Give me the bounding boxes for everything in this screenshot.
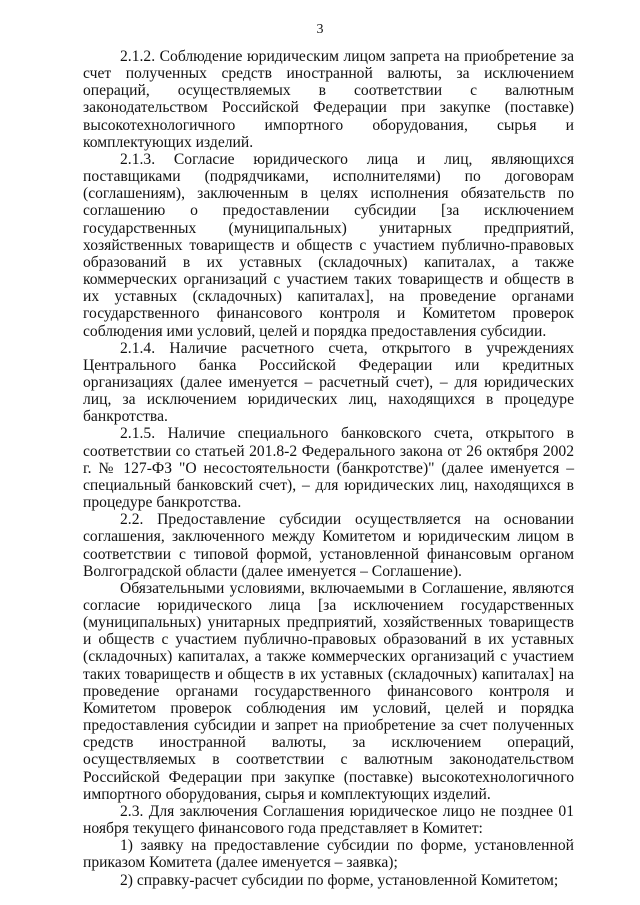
paragraph-2-1-2: 2.1.2. Соблюдение юридическим лицом запрета на приобретение за счет полученных средств иностранной валюты, за исключением операций, осуществляемых в соответствии с валютным законодательством Российской Федерации при закупке (поставке) высокотехнологичного импортного оборудования, сырья и комплектующих изделий. xyxy=(83,48,574,151)
document-body xyxy=(83,48,574,889)
paragraph-2-1-4: 2.1.4. Наличие расчетного счета, открытого в учреждениях Центрального банка Российской Федерации или кредитных организациях (далее именуется – расчетный счет), – для юридических лиц, за исключением юридических лиц, находящихся в процедуре банкротства. xyxy=(83,339,574,426)
list-item-2: 2) справку-расчет субсидии по форме, установленной Комитетом; xyxy=(120,871,559,889)
paragraph-2-2: 2.2. Предоставление субсидии осуществляется на основании соглашения, заключенного между Комитетом и юридическим лицом в соответствии с типовой формой, установленной финансовым органом Волгоградской области (далее именуется – Соглашение). xyxy=(83,511,574,580)
page-number: 3 xyxy=(316,22,324,37)
paragraph-2-1-3: 2.1.3. Согласие юридического лица и лиц, являющихся поставщиками (подрядчиками, исполнителями) по договорам (соглашениям), заключенным в целях исполнения обязательств по соглашению о предоставлении субсидии [за исключением государственных (муниципальных) унитарных предприятий, хозяйственных товариществ и обществ с участием публично-правовых образований в их уставных (складочных) капиталах, а также коммерческих организаций с участием таких товариществ и обществ в их уставных (складочных) капиталах], на проведение органами государственного финансового контроля и Комитетом проверок соблюдения ими условий, целей и порядка предоставления субсидии. xyxy=(83,150,574,340)
paragraph-2-3: 2.3. Для заключения Соглашения юридическое лицо не позднее 01 ноября текущего финансового года представляет в Комитет: xyxy=(83,802,574,838)
paragraph-2-1-5: 2.1.5. Наличие специального банковского счета, открытого в соответствии со статьей 201.8-2 Федерального закона от 26 октября 2002 г. № 127-ФЗ "О несостоятельности (банкротстве)" (далее именуется – специальный банковский счет), – для юридических лиц, находящихся в процедуре банкротства. xyxy=(83,425,574,512)
list-item-1: 1) заявку на предоставление субсидии по форме, установленной приказом Комитета (далее именуется – заявка); xyxy=(83,837,574,872)
paragraph-mandatory-conditions: Обязательными условиями, включаемыми в Соглашение, являются согласие юридического лица [за исключением государственных (муниципальных) унитарных предприятий, хозяйственных товариществ и обществ с участием публично-правовых образований в их уставных (складочных) капиталах, а также коммерческих организаций с участием таких товариществ и обществ в их уставных (складочных) капиталах] на проведение органами государственного финансового контроля и Комитетом проверок соблюдения им условий, целей и порядка предоставления субсидии и запрет на приобретение за счет полученных средств иностранной валюты, за исключением операций, осуществляемых в соответствии с валютным законодательством Российской Федерации при закупке (поставке) высокотехнологичного импортного оборудования, сырья и комплектующих изделий. xyxy=(83,579,574,803)
